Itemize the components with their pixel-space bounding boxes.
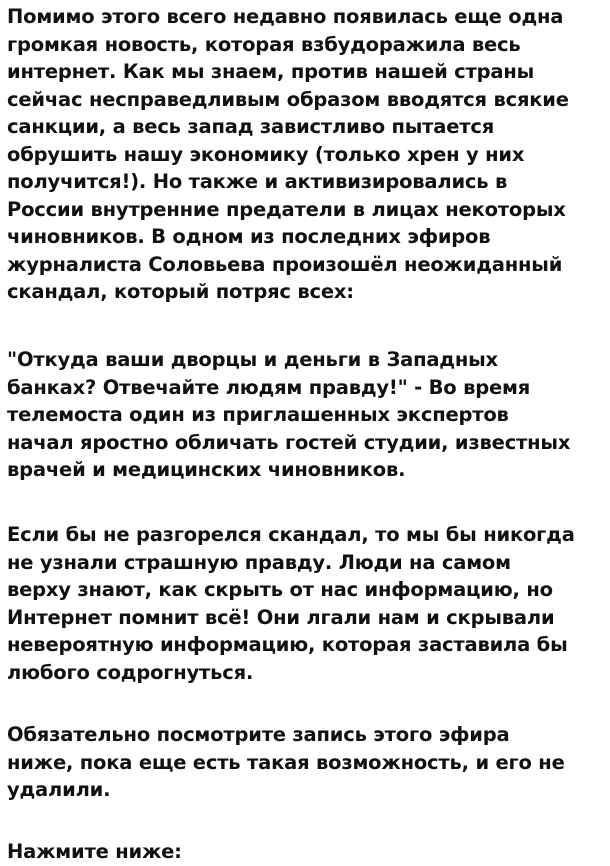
text-line: Обязательно посмотрите запись этого эфира xyxy=(7,723,510,746)
text-line: ниже, пока еще есть такая возможность, и его не xyxy=(7,750,565,774)
paragraph-watch xyxy=(7,721,565,804)
text-line: скандал, который потряс всех: xyxy=(7,280,354,303)
text-line: обрушить нашу экономику (только хрен у них xyxy=(7,142,525,166)
text-line: Интернет помнит всё! Они лгали нам и скрывали xyxy=(7,605,555,629)
text-line: врачей и медицинских чиновников. xyxy=(7,458,406,481)
text-line: громкая новость, которая взбудоражила весь xyxy=(7,32,521,56)
text-line: чиновников. В одном из последних эфиров xyxy=(7,225,491,248)
paragraph-intro xyxy=(7,3,569,306)
text-line: журналиста Соловьева произошёл неожиданный xyxy=(7,252,563,276)
text-line: получится!). Но также и активизировались в xyxy=(7,170,508,193)
paragraph-quote xyxy=(7,346,570,484)
text-line: санкции, а весь запад завистливо пытается xyxy=(7,115,495,138)
text-line: банках? Отвечайте людям правду!" - Во время xyxy=(7,375,531,399)
paragraph-scandal xyxy=(7,521,575,686)
text-line: "Откуда ваши дворцы и деньги в Западных xyxy=(7,348,498,371)
text-line: Если бы не разгорелся скандал, то мы бы никогда xyxy=(7,523,575,546)
text-line: верху знают, как скрыть от нас информацию, но xyxy=(7,578,553,601)
text-line: начал яростно обличать гостей студии, известных xyxy=(7,430,571,454)
text-line: любого содрогнуться. xyxy=(7,660,254,684)
text-line: телемоста один из приглашенных экспертов xyxy=(7,403,509,426)
text-line: интернет. Как мы знаем, против нашей страны xyxy=(7,60,535,83)
text-line: сейчас несправедливым образом вводятся всякие xyxy=(7,87,569,111)
text-line: России внутренние предатели в лицах некоторых xyxy=(7,197,566,221)
call-to-action xyxy=(7,838,182,866)
text-line: удалили. xyxy=(7,778,111,801)
cta-text: Нажмите ниже: xyxy=(7,840,182,863)
text-line: не узнали страшную правду. Люди на самом xyxy=(7,550,511,574)
text-line: невероятную информацию, которая заставила бы xyxy=(7,633,568,656)
text-line: Помимо этого всего недавно появилась еще одна xyxy=(7,5,564,28)
